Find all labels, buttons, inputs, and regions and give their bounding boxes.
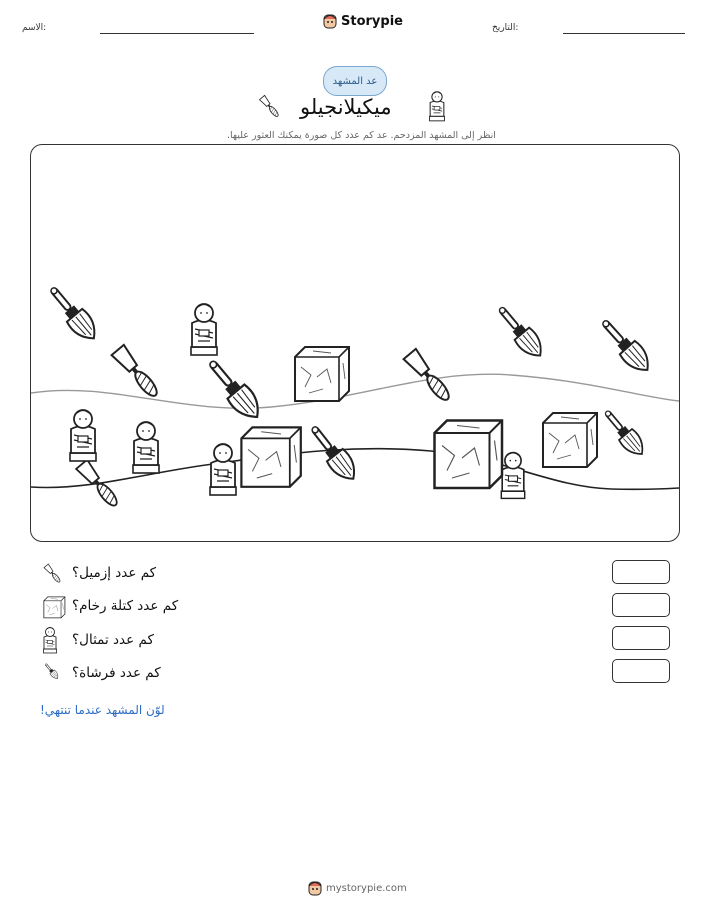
name-field-line[interactable] (100, 33, 254, 34)
answer-box-marble-block[interactable] (612, 593, 670, 617)
marble-block-4 (543, 413, 597, 467)
answer-box-brush[interactable] (612, 659, 670, 683)
footer-url[interactable]: mystorypie.com (326, 883, 407, 894)
answer-box-chisel[interactable] (612, 560, 670, 584)
statue-icon (40, 626, 60, 658)
marble-block-3 (435, 421, 503, 489)
question-chisel: كم عدد إزميل؟ (72, 565, 157, 581)
brush-6 (599, 406, 649, 460)
brush-5 (596, 314, 656, 377)
title-statue-icon (424, 90, 450, 126)
brush-2 (202, 354, 266, 424)
coloring-note: لوّن المشهد عندما تنتهي! (40, 703, 165, 717)
statue-5 (501, 453, 524, 499)
crowded-scene (30, 144, 680, 542)
title-chisel-icon (255, 92, 285, 126)
date-field-line[interactable] (563, 33, 685, 34)
name-label: الاسم: (22, 23, 47, 33)
brush-4 (493, 302, 549, 363)
brush-icon (40, 660, 68, 692)
footer-mascot-icon (308, 880, 322, 900)
chisel-1 (112, 345, 162, 400)
storypie-mascot-icon (323, 13, 337, 29)
brand-logo (323, 13, 403, 29)
chisel-icon (40, 561, 66, 591)
statue-1 (191, 304, 217, 355)
statue-3 (133, 422, 159, 473)
question-brush: كم عدد فرشاة؟ (72, 665, 161, 681)
page-title: ميكيلانجيلو (300, 95, 392, 119)
brand-name: Storypie (341, 13, 403, 29)
answer-box-statue[interactable] (612, 626, 670, 650)
marble-block-1 (295, 347, 349, 401)
instructions: انظر إلى المشهد المزدحم. عد كم عدد كل صورة يمكنك العثور عليها. (227, 130, 496, 141)
question-statue: كم عدد تمثال؟ (72, 632, 154, 648)
brush-1 (44, 282, 102, 346)
statue-2 (70, 410, 96, 461)
marble-block-2 (241, 427, 300, 486)
question-marble-block: كم عدد كتلة رخام؟ (72, 598, 179, 614)
brush-3 (305, 421, 362, 486)
marble-block-icon (40, 594, 68, 624)
statue-4 (210, 444, 236, 495)
scene-count-badge: عد المشهد (323, 66, 387, 96)
date-label: التاريخ: (492, 23, 519, 33)
